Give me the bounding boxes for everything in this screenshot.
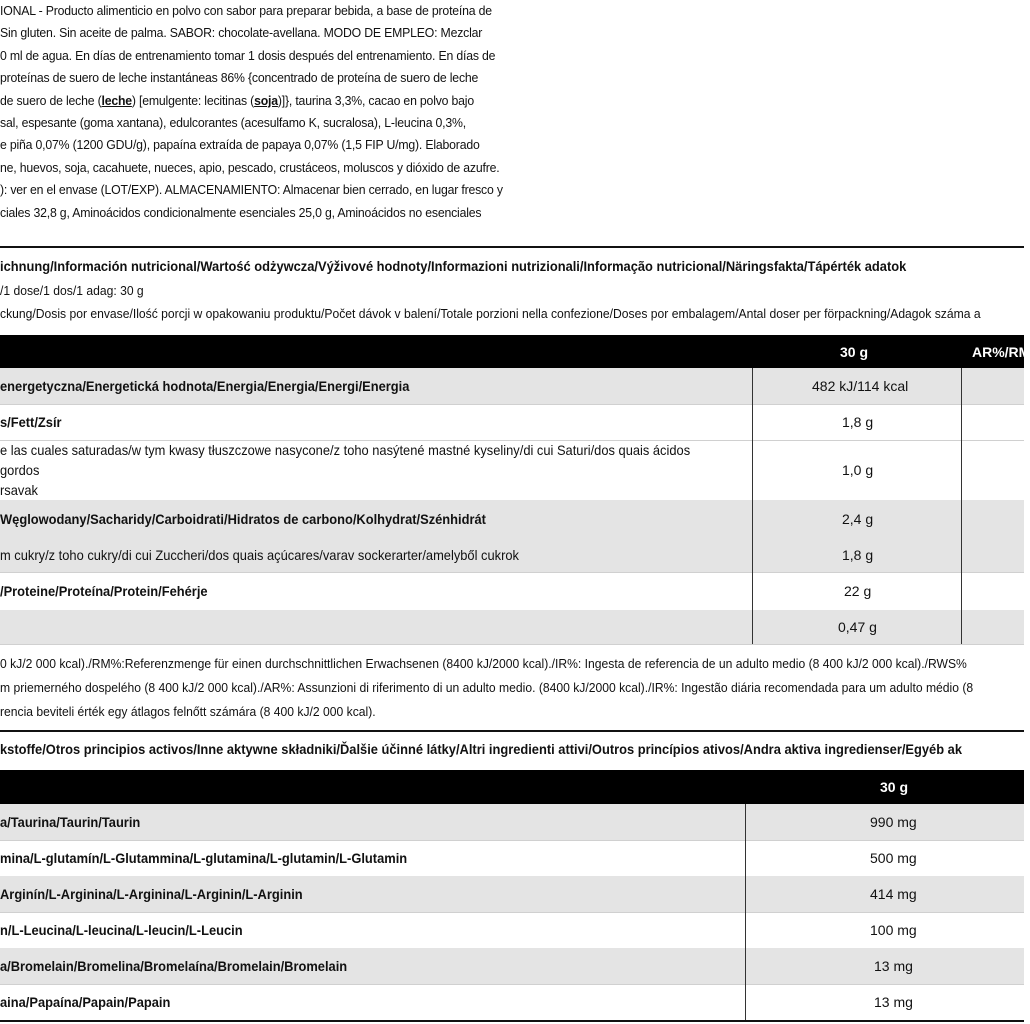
nutrition-row-saturates: e las cuales saturadas/w tym kwasy tłuszczowe nasycone/z toho nasýtené mastné kyseliny/di cui Saturi/dos quais ácidos gordos rsavak 1,0 g [0, 440, 1024, 501]
product-description [0, 0, 502, 224]
description-line: ne, huevos, soja, cacahuete, nueces, apio, pescado, crustáceos, moluscos y dióxido de azufre. [0, 159, 500, 175]
description-line: ciales 32,8 g, Aminoácidos condicionalmente esenciales 25,0 g, Aminoácidos no esenciales [0, 204, 482, 220]
active-row-glutamine: mina/L-glutamín/L-Glutammina/L-glutamina/L-glutamin/L-Glutamin 500 mg [0, 840, 1024, 877]
column-divider [745, 804, 746, 1020]
nutrition-row-energy: energetyczna/Energetická hodnota/Energia/Energia/Energi/Energia 482 kJ/114 kcal [0, 368, 1024, 405]
nutrition-row-sugars: m cukry/z toho cukry/di cui Zuccheri/dos quais açúcares/varav sockerarter/amelyből cukrok 1,8 g [0, 538, 1024, 573]
description-line: IONAL - Producto alimenticio en polvo con sabor para preparar bebida, a base de proteína de [0, 3, 492, 18]
nutrition-title: ichnung/Información nutricional/Wartość odżywcza/Výživové hodnoty/Informazioni nutrizionali/Informação nutricional/Näringsfakta/Tápérték adatok [0, 258, 907, 274]
section-divider [0, 246, 1024, 248]
actives-table-header [0, 770, 1024, 804]
active-row-leucine: n/L-Leucina/L-leucina/L-leucin/L-Leucin 100 mg [0, 912, 1024, 949]
description-line: ): ver en el envase (LOT/EXP). ALMACENAMIENTO: Almacenar bien cerrado, en lugar fresco y [0, 182, 503, 198]
description-line: proteínas de suero de leche instantáneas 86% {concentrado de proteína de suero de leche [0, 70, 479, 86]
section-divider [0, 730, 1024, 732]
allergen-soy: soja [254, 92, 278, 108]
nutrition-row-fat: s/Fett/Zsír 1,8 g [0, 404, 1024, 441]
active-ingredients-title: kstoffe/Otros principios activos/Inne aktywne składniki/Ďalšie účinné látky/Altri ingredienti attivi/Outros princípios ativos/Andra aktiva ingredienser/Egyéb ak [0, 741, 962, 757]
description-line: Sin gluten. Sin aceite de palma. SABOR: chocolate-avellana. MODO DE EMPLEO: Mezclar [0, 25, 483, 41]
column-divider [961, 368, 962, 644]
description-line: e piña 0,07% (1200 GDU/g), papaína extraída de papaya 0,07% (1,5 FIP U/mg). Elaborado [0, 137, 480, 153]
reference-intake-note: m priemerného dospelého (8 400 kJ/2 000 kcal)./AR%: Assunzioni di riferimento di un adulto medio. (8400 kJ/2000 kcal)./IR%: Ingestão diária recomendada para um adulto médio (8 [0, 680, 974, 695]
description-line: sal, espesante (goma xantana), edulcorantes (acesulfamo K, sucralosa), L-leucina 0,3%, [0, 114, 466, 130]
nutrition-row-salt: 0,47 g [0, 610, 1024, 645]
allergen-milk: leche [101, 92, 132, 108]
ar-column-header: AR%/RM [972, 343, 1030, 360]
reference-intake-note: 0 kJ/2 000 kcal)./RM%:Referenzmenge für einen durchschnittlichen Erwachsenen (8400 kJ/2000 kcal)./IR%: Ingesta de referencia de un adulto medio (8 400 kJ/2 000 kcal)./RWS% [0, 656, 967, 671]
nutrition-row-carbohydrate: Węglowodany/Sacharidy/Carboidrati/Hidratos de carbono/Kolhydrat/Szénhidrát 2,4 g [0, 500, 1024, 539]
column-divider [752, 368, 753, 644]
serving-size: /1 dose/1 dos/1 adag: 30 g [0, 283, 144, 298]
amount-column-header: 30 g [840, 343, 869, 360]
nutrition-table-header [0, 335, 1030, 368]
active-row-papain: aina/Papaína/Papain/Papain 13 mg [0, 984, 1024, 1021]
description-line-allergens: de suero de leche (leche) [emulgente: lecitinas (soja)]}, taurina 3,3%, cacao en polvo bajo [0, 92, 474, 108]
active-row-taurine: a/Taurina/Taurin/Taurin 990 mg [0, 804, 1024, 841]
nutrition-row-protein: /Proteine/Proteína/Protein/Fehérje 22 g [0, 572, 1024, 611]
active-row-arginine: Arginín/L-Arginina/L-Arginina/L-Arginin/L-Arginin 414 mg [0, 876, 1024, 913]
servings-per-pack: ckung/Dosis por envase/Ilość porcji w opakowaniu produktu/Počet dávok v balení/Totale porzioni nella confezione/Doses por embalagem/Antal doser per förpackning/Adagok száma a [0, 306, 981, 321]
active-row-bromelain: a/Bromelain/Bromelina/Bromelaína/Bromelain/Bromelain 13 mg [0, 948, 1024, 985]
description-line: 0 ml de agua. En días de entrenamiento tomar 1 dosis después del entrenamiento. En días de [0, 47, 496, 63]
amount-column-header: 30 g [880, 779, 909, 795]
reference-intake-note: rencia beviteli érték egy átlagos felnőtt számára (8 400 kJ/2 000 kcal). [0, 704, 376, 719]
table-bottom-border [0, 1020, 1024, 1022]
